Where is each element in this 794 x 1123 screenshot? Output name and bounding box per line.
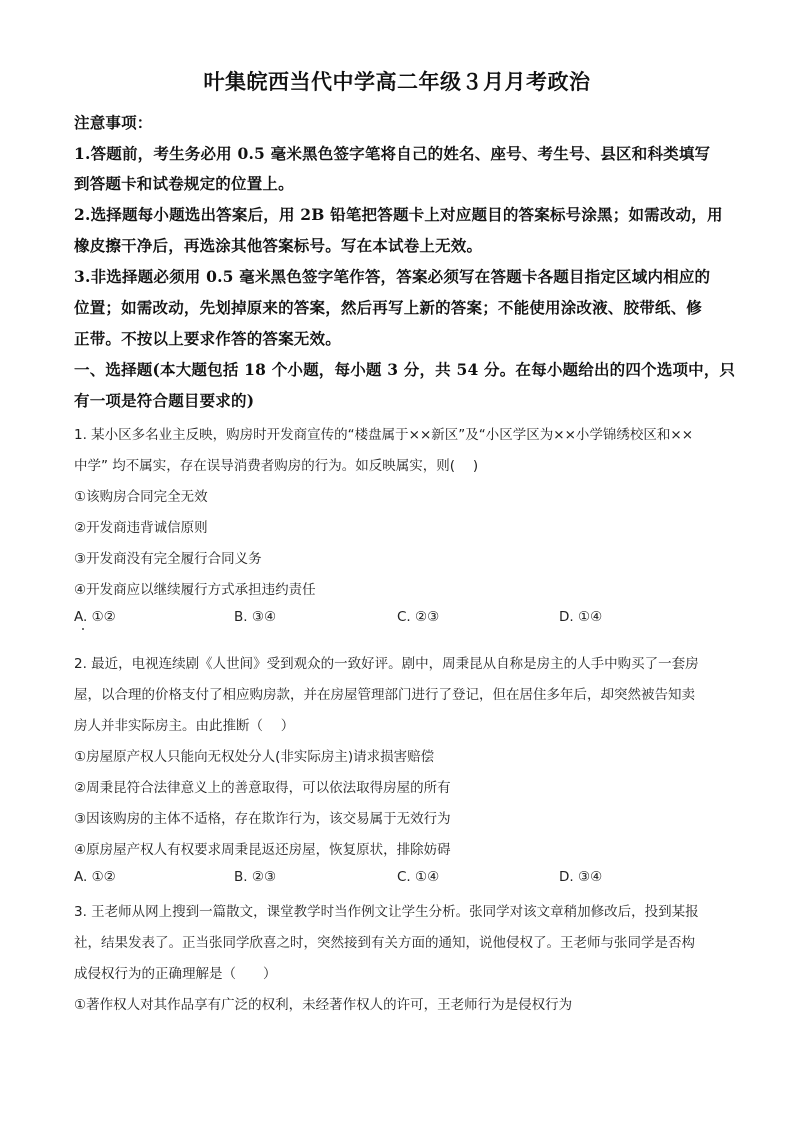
option-d: D. ①④ [559,609,603,625]
question-item: ③开发商没有完全履行合同义务 [74,551,262,567]
section-heading: 有一项是符合题目要求的) [74,391,255,410]
question-item: ③因该购房的主体不适格，存在欺诈行为，该交易属于无效行为 [74,811,451,827]
notice-line: 1.答题前，考生务必用 0.5 毫米黑色签字笔将自己的姓名、座号、考生号、县区和科类填写 [74,144,711,163]
question-stem: 1. 某小区多名业主反映，购房时开发商宣传的“楼盘属于××新区”及“小区学区为××小学锦绣校区和×× [74,427,694,443]
option-b: B. ②③ [234,869,277,885]
question-stem: 中学” 均不属实，存在误导消费者购房的行为。如反映属实，则( ) [74,458,479,474]
question-stem: 成侵权行为的正确理解是（ ） [74,966,277,982]
question-item: ①著作权人对其作品享有广泛的权利，未经著作权人的许可，王老师行为是侵权行为 [74,997,573,1013]
notice-line: 3.非选择题必须用 0.5 毫米黑色签字笔作答，答案必须写在答题卡各题目指定区域内相应的 [74,267,711,286]
question-item: ①房屋原产权人只能向无权处分人(非实际房主)请求损害赔偿 [74,749,435,765]
notice-line: 到答题卡和试卷规定的位置上。 [74,174,294,193]
option-c: C. ①④ [397,869,440,885]
notice-heading: 注意事项： [74,113,153,132]
option-c: C. ②③ [397,609,440,625]
notice-line: 正带。不按以上要求作答的答案无效。 [74,329,341,348]
notice-line: 橡皮擦干净后，再选涂其他答案标号。写在本试卷上无效。 [74,236,483,255]
question-item: ①该购房合同完全无效 [74,489,208,505]
question-stem: 社，结果发表了。正当张同学欣喜之时，突然接到有关方面的通知，说他侵权了。王老师与张同学是否构 [74,935,695,951]
notice-line: 位置；如需改动，先划掉原来的答案，然后再写上新的答案；不能使用涂改液、胶带纸、修 [74,298,703,317]
question-item: ②周秉昆符合法律意义上的善意取得，可以依法取得房屋的所有 [74,780,451,796]
question-item: ④原房屋产权人有权要求周秉昆返还房屋，恢复原状，排除妨碍 [74,842,451,858]
question-stem: 2. 最近，电视连续剧《人世间》受到观众的一致好评。剧中，周秉昆从自称是房主的人手中购买了一套房 [74,656,699,672]
section-heading: 一、选择题(本大题包括 18 个小题，每小题 3 分，共 54 分。在每小题给出的四个选项中，只 [74,360,736,379]
notice-line: 2.选择题每小题选出答案后，用 2B 铅笔把答题卡上对应题目的答案标号涂黑；如需改动，用 [74,205,723,224]
option-b: B. ③④ [234,609,277,625]
stray-dot [82,628,84,630]
question-item: ②开发商违背诚信原则 [74,520,208,536]
question-stem: 3. 王老师从网上搜到一篇散文，课堂教学时当作例文让学生分析。张同学对该文章稍加修改后，投到某报 [74,904,699,920]
question-stem: 屋，以合理的价格支付了相应购房款，并在房屋管理部门进行了登记，但在居住多年后，却突然被告知卖 [74,687,695,703]
page-title: 叶集皖西当代中学高二年级３月月考政治 [203,69,591,94]
option-a: A. ①② [74,869,116,885]
option-a: A. ①② [74,609,116,625]
question-stem: 房人并非实际房主。由此推断（ ） [74,718,295,734]
option-d: D. ③④ [559,869,603,885]
question-item: ④开发商应以继续履行方式承担违约责任 [74,582,316,598]
